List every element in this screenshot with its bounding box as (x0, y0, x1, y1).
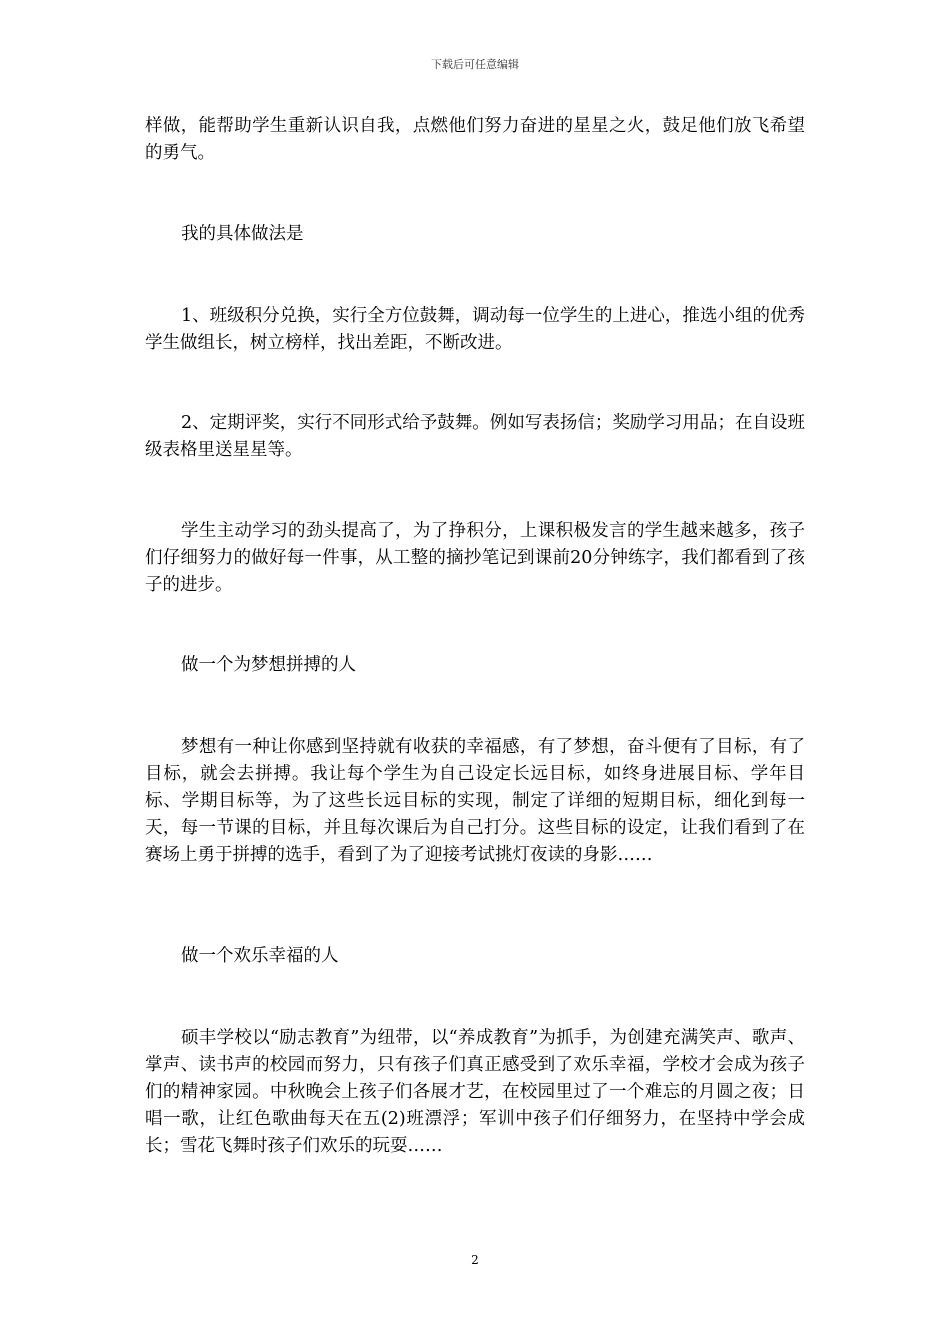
paragraph-method-1: 1、班级积分兑换，实行全方位鼓舞，调动每一位学生的上进心，推选小组的优秀学生做组长，树立榜样，找出差距，不断改进。 (145, 306, 805, 353)
paragraph-method-2: 2、定期评奖，实行不同形式给予鼓舞。例如写表扬信；奖励学习用品；在自设班级表格里送星星等。 (145, 413, 805, 460)
section-heading-dream: 做一个为梦想拼搏的人 (181, 655, 356, 675)
section-heading-happiness: 做一个欢乐幸福的人 (181, 946, 339, 966)
paragraph-method-heading: 我的具体做法是 (181, 224, 304, 244)
paragraph-progress: 学生主动学习的劲头提高了，为了挣积分，上课积极发言的学生越来越多，孩子们仔细努力的做好每一件事，从工整的摘抄笔记到课前20分钟练字，我们都看到了孩子的进步。 (145, 521, 805, 595)
paragraph-continuation: 样做，能帮助学生重新认识自我，点燃他们努力奋进的星星之火，鼓足他们放飞希望的勇气。 (145, 116, 805, 163)
page-number: 2 (471, 1253, 479, 1267)
paragraph-dream: 梦想有一种让你感到坚持就有收获的幸福感，有了梦想，奋斗便有了目标，有了目标，就会去拼搏。我让每个学生为自己设定长远目标，如终身进展目标、学年目标、学期目标等，为了这些长远目标的实现，制定了详细的短期目标，细化到每一天，每一节课的目标，并且每次课后为自己打分。这些目标的设定，让我们看到了在赛场上勇于拼搏的选手，看到了为了迎接考试挑灯夜读的身影…… (145, 737, 805, 865)
page-header: 下载后可任意编辑 (431, 58, 519, 71)
paragraph-happiness: 硕丰学校以“励志教育”为纽带，以“养成教育”为抓手，为创建充满笑声、歌声、掌声、读书声的校园而努力，只有孩子们真正感受到了欢乐幸福，学校才会成为孩子们的精神家园。中秋晚会上孩子们各展才艺，在校园里过了一个难忘的月圆之夜；日唱一歌，让红色歌曲每天在五(2)班漂浮；军训中孩子们仔细努力，在坚持中学会成长；雪花飞舞时孩子们欢乐的玩耍…… (145, 1028, 805, 1156)
